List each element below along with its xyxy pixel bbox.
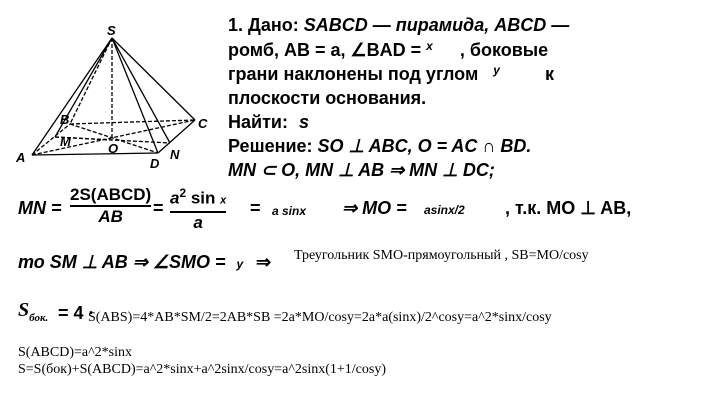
mn-label: MN =: [18, 198, 62, 218]
mn-result: a sinx: [272, 204, 307, 218]
problem-line-2: [228, 40, 548, 61]
base-area-line: S(ABCD)=a^2*sinx: [18, 345, 133, 360]
given-text-4: грани наклонены под углом: [228, 64, 479, 84]
s-label: S: [18, 299, 30, 321]
label-D: D: [150, 156, 160, 171]
equals-sign: =: [153, 198, 164, 218]
edge-SD: [112, 38, 158, 153]
then-text: то SM ⊥ AB ⇒ ∠SMO =: [18, 252, 226, 272]
fraction-2-a: a: [170, 188, 180, 208]
find-label: Найти:: [228, 112, 288, 132]
fraction-1: [70, 186, 151, 226]
equals-sign-2: =: [250, 198, 261, 218]
angle-var-y: y: [493, 63, 500, 77]
edge-SB: [70, 38, 112, 124]
angle-var-x: x: [426, 39, 433, 53]
problem-line-4: плоскости основания.: [228, 88, 427, 108]
edge-SA: [32, 38, 112, 155]
angle-y: y: [236, 257, 244, 271]
solution-label: Решение:: [228, 136, 313, 156]
pyramid-figure: [0, 0, 215, 180]
label-M: M: [60, 134, 71, 149]
edge-SC: [112, 38, 195, 120]
note-triangle: Треугольник SMO-прямоугольный , SB=MO/cosy: [294, 248, 589, 263]
implies-arrow: ⇒: [256, 252, 272, 272]
given-text-5: к: [544, 64, 554, 84]
fraction-2-sin: sin: [190, 188, 216, 208]
fraction-2-denominator: a: [193, 212, 203, 232]
fraction-1-numerator: 2S(ABCD): [70, 185, 152, 204]
given-label: Дано:: [248, 15, 299, 35]
given-text-2: ромб, AB = a, ∠BAD =: [228, 40, 422, 60]
label-A: A: [16, 150, 26, 165]
fraction-2-numerator: [170, 184, 226, 210]
given-text-3: , боковые: [459, 40, 549, 60]
then-line: [18, 252, 243, 273]
label-C: C: [198, 116, 208, 131]
solution-line: [228, 136, 531, 157]
problem-number: 1.: [228, 15, 244, 35]
label-B: B: [60, 112, 70, 127]
lateral-area-symbol: [18, 299, 48, 324]
problem-line-1: [228, 15, 569, 36]
equals-4: = 4 ·: [58, 303, 95, 323]
s-subscript: бок.: [29, 312, 49, 324]
solution-text: SO ⊥ ABC, O = AC ∩ BD.: [317, 136, 532, 156]
segment-SN: [112, 38, 170, 143]
label-S: S: [107, 23, 116, 38]
edge-AD: [32, 153, 158, 155]
mo-value: asinx/2: [424, 203, 465, 217]
fraction-2-x: x: [220, 194, 227, 207]
problem-line-3: [228, 64, 554, 85]
since-clause: , т.к. MO ⊥ AB,: [505, 198, 632, 218]
find-line: [228, 112, 309, 133]
label-N: N: [170, 147, 180, 162]
label-O: O: [108, 141, 119, 156]
find-var: s: [298, 112, 309, 132]
fraction-2: [170, 184, 226, 232]
total-area-line: S=S(бок)+S(ABCD)=a^2*sinx+a^2sinx/cosy=a^2sinx(1+1/cosy): [18, 362, 386, 377]
fraction-2-exponent: 2: [179, 186, 187, 200]
fraction-1-denominator: AB: [98, 207, 123, 226]
solution-line-2: MN ⊂ O, MN ⊥ AB ⇒ MN ⊥ DC;: [228, 160, 495, 180]
mo-implies: ⇒ MO =: [342, 198, 407, 218]
lateral-area-expression: S(ABS)=4*AB*SM/2=2AB*SB =2a*MO/cosy=2a*a(sinx)/2^cosy=a^2*sinx/cosy: [88, 310, 552, 325]
given-text: SABCD — пирамида, ABCD —: [303, 15, 570, 35]
